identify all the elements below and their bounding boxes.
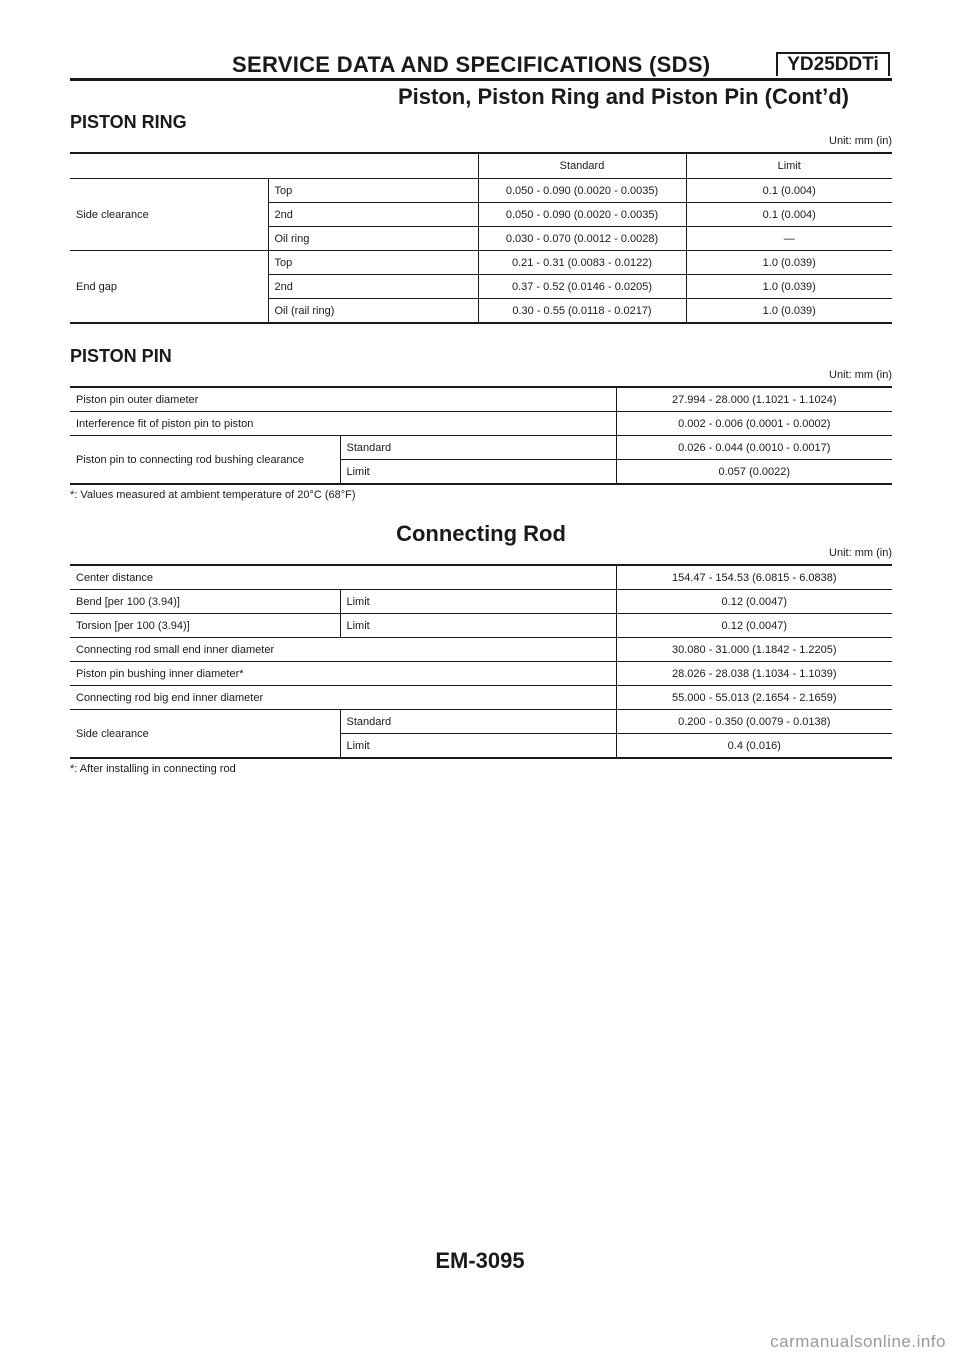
- engine-model-tab: YD25DDTi: [776, 52, 890, 76]
- row-item: Top: [268, 179, 478, 203]
- page-number: EM-3095: [435, 1248, 525, 1273]
- row-sub: Standard: [340, 436, 616, 460]
- table-row: [70, 179, 892, 203]
- row-value: 0.4 (0.016): [616, 734, 892, 759]
- piston-ring-table: [70, 152, 892, 324]
- row-value: 0.026 - 0.044 (0.0010 - 0.0017): [616, 436, 892, 460]
- col-standard: Standard: [478, 153, 686, 179]
- row-sub: Limit: [340, 460, 616, 485]
- connecting-rod-section: [70, 521, 892, 776]
- piston-pin-section: [70, 346, 892, 502]
- table-row: [70, 614, 892, 638]
- row-standard: 0.37 - 0.52 (0.0146 - 0.0205): [478, 275, 686, 299]
- row-limit: 0.1 (0.004): [686, 179, 892, 203]
- watermark: carmanualsonline.info: [770, 1332, 946, 1351]
- piston-pin-heading: PISTON PIN: [70, 346, 172, 366]
- table-row: [70, 436, 892, 460]
- table-row: [70, 590, 892, 614]
- row-value: 0.12 (0.0047): [616, 614, 892, 638]
- row-label: Side clearance: [76, 727, 149, 740]
- table-row: [70, 251, 892, 275]
- table-row: [70, 565, 892, 590]
- section-title: SERVICE DATA AND SPECIFICATIONS (SDS): [232, 52, 711, 77]
- piston-pin-table: [70, 386, 892, 485]
- row-limit: 1.0 (0.039): [686, 299, 892, 324]
- row-limit: 1.0 (0.039): [686, 251, 892, 275]
- piston-pin-unit: Unit: mm (in): [829, 369, 892, 381]
- footnote: *: Values measured at ambient temperature of 20°C (68°F): [70, 489, 356, 501]
- connecting-rod-unit: Unit: mm (in): [829, 547, 892, 559]
- table-row: [70, 387, 892, 412]
- row-label: Bend [per 100 (3.94)]: [70, 590, 340, 614]
- row-label: Piston pin outer diameter: [70, 387, 616, 412]
- table-row: [70, 662, 892, 686]
- row-value: 30.080 - 31.000 (1.1842 - 1.2205): [616, 638, 892, 662]
- row-item: 2nd: [268, 203, 478, 227]
- row-value: 0.12 (0.0047): [616, 590, 892, 614]
- row-label: Interference fit of piston pin to piston: [70, 412, 616, 436]
- piston-ring-section: [70, 112, 892, 324]
- row-item: 2nd: [268, 275, 478, 299]
- row-label: Connecting rod small end inner diameter: [70, 638, 616, 662]
- row-sub: Limit: [340, 734, 616, 759]
- piston-ring-heading: PISTON RING: [70, 112, 187, 132]
- row-label: Center distance: [70, 565, 616, 590]
- row-standard: 0.050 - 0.090 (0.0020 - 0.0035): [478, 203, 686, 227]
- table-header-row: [70, 153, 892, 179]
- row-value: 0.057 (0.0022): [616, 460, 892, 485]
- side-clearance-label: Side clearance: [70, 179, 268, 251]
- row-value: 154.47 - 154.53 (6.0815 - 6.0838): [616, 565, 892, 590]
- row-item: Top: [268, 251, 478, 275]
- page-subtitle: Piston, Piston Ring and Piston Pin (Cont’d): [398, 84, 849, 109]
- row-limit: 0.1 (0.004): [686, 203, 892, 227]
- row-value: 0.002 - 0.006 (0.0001 - 0.0002): [616, 412, 892, 436]
- row-sub: Limit: [340, 614, 616, 638]
- col-limit: Limit: [686, 153, 892, 179]
- row-label: Connecting rod big end inner diameter: [70, 686, 616, 710]
- row-value: 28.026 - 28.038 (1.1034 - 1.1039): [616, 662, 892, 686]
- row-sub: Standard: [340, 710, 616, 734]
- connecting-rod-table: [70, 564, 892, 759]
- row-sub: Limit: [340, 590, 616, 614]
- row-label: Piston pin bushing inner diameter*: [70, 662, 616, 686]
- table-row: [70, 638, 892, 662]
- row-item: Oil (rail ring): [268, 299, 478, 324]
- row-value: 0.200 - 0.350 (0.0079 - 0.0138): [616, 710, 892, 734]
- row-limit: —: [686, 227, 892, 251]
- connecting-rod-heading: Connecting Rod: [396, 521, 566, 546]
- row-value: 55.000 - 55.013 (2.1654 - 2.1659): [616, 686, 892, 710]
- row-standard: 0.050 - 0.090 (0.0020 - 0.0035): [478, 179, 686, 203]
- row-item: Oil ring: [268, 227, 478, 251]
- end-gap-label: End gap: [76, 280, 117, 293]
- row-standard: 0.21 - 0.31 (0.0083 - 0.0122): [478, 251, 686, 275]
- row-label: Torsion [per 100 (3.94)]: [70, 614, 340, 638]
- row-limit: 1.0 (0.039): [686, 275, 892, 299]
- piston-ring-unit: Unit: mm (in): [829, 135, 892, 147]
- table-row: [70, 710, 892, 734]
- row-value: 27.994 - 28.000 (1.1021 - 1.1024): [616, 387, 892, 412]
- row-label: Piston pin to connecting rod bushing clearance: [76, 453, 305, 466]
- table-row: [70, 412, 892, 436]
- table-row: [70, 686, 892, 710]
- row-standard: 0.30 - 0.55 (0.0118 - 0.0217): [478, 299, 686, 324]
- header-rule: [70, 78, 892, 81]
- footnote: *: After installing in connecting rod: [70, 763, 236, 775]
- row-standard: 0.030 - 0.070 (0.0012 - 0.0028): [478, 227, 686, 251]
